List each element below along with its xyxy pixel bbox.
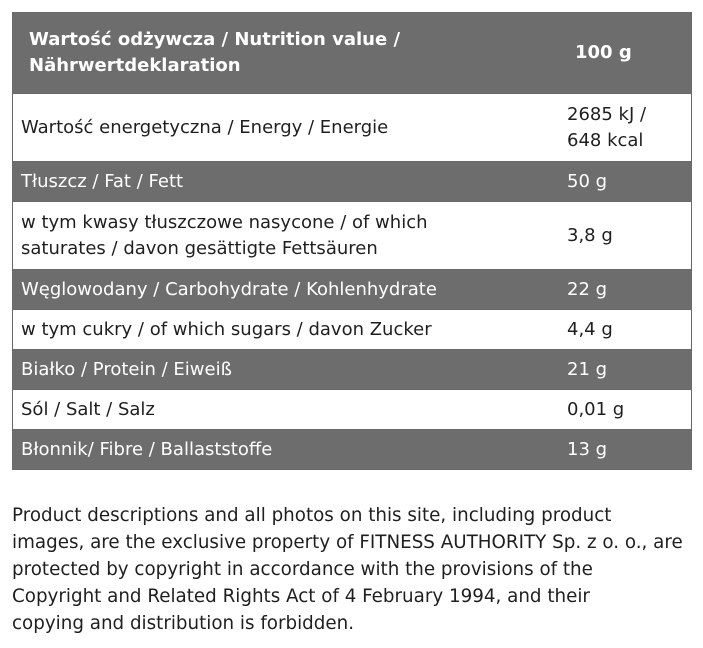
nutrient-label	[13, 115, 553, 141]
copyright-notice	[12, 502, 694, 637]
copyright-line: copying and distribution is forbidden.	[12, 613, 355, 634]
nutrient-value	[553, 102, 691, 154]
nutrient-value-line: 3,8 g	[567, 224, 613, 246]
table-row	[13, 269, 691, 309]
table-row	[13, 389, 691, 429]
copyright-line: Product descriptions and all photos on this site, including product	[12, 505, 612, 526]
header-name-cell	[13, 27, 553, 79]
nutrient-label	[13, 437, 553, 463]
nutrient-label	[13, 210, 553, 262]
table-row	[13, 349, 691, 389]
nutrient-value	[553, 437, 691, 463]
header-name-line: Nährwertdeklaration	[29, 55, 241, 76]
copyright-line: images, are the exclusive property of FITNESS AUTHORITY Sp. z o. o., are	[12, 532, 683, 553]
nutrient-value	[553, 397, 691, 423]
nutrient-value	[553, 317, 691, 343]
nutrient-value	[553, 277, 691, 303]
nutrient-value-line: 0,01 g	[567, 398, 625, 420]
nutrient-label-line: w tym cukry / of which sugars / davon Zucker	[21, 318, 432, 340]
table-header-row	[13, 13, 691, 93]
nutrient-label-line: Węglowodany / Carbohydrate / Kohlenhydrate	[21, 278, 437, 300]
nutrient-label-line: saturates / davon gesättigte Fettsäuren	[21, 237, 378, 259]
table-row	[13, 201, 691, 269]
table-row	[13, 161, 691, 201]
nutrient-label	[13, 317, 553, 343]
nutrient-value-line: 2685 kJ /	[567, 103, 647, 125]
nutrient-value-line: 648 kcal	[567, 129, 644, 151]
nutrient-label	[13, 277, 553, 303]
nutrient-label	[13, 169, 553, 195]
nutrient-label-line: Sól / Salt / Salz	[21, 398, 155, 420]
table-row	[13, 93, 691, 161]
copyright-line: protected by copyright in accordance with the provisions of the	[12, 559, 593, 580]
table-row	[13, 309, 691, 349]
copyright-line: Copyright and Related Rights Act of 4 February 1994, and their	[12, 586, 590, 607]
nutrient-value-line: 50 g	[567, 170, 608, 192]
nutrient-label-line: Błonnik/ Fibre / Ballaststoffe	[21, 438, 273, 460]
nutrient-value	[553, 223, 691, 249]
nutrient-value-line: 4,4 g	[567, 318, 613, 340]
nutrient-label	[13, 397, 553, 423]
table-row	[13, 429, 691, 469]
header-name-line: Wartość odżywcza / Nutrition value /	[29, 29, 401, 50]
nutrient-label-line: Wartość energetyczna / Energy / Energie	[21, 116, 389, 138]
nutrition-table	[12, 12, 692, 470]
nutrient-label-line: w tym kwasy tłuszczowe nasycone / of which	[21, 211, 428, 233]
nutrient-value-line: 22 g	[567, 278, 608, 300]
nutrient-value	[553, 357, 691, 383]
header-amount-cell: 100 g	[575, 42, 632, 63]
nutrient-label-line: Tłuszcz / Fat / Fett	[21, 170, 184, 192]
nutrient-value-line: 21 g	[567, 358, 608, 380]
nutrient-label	[13, 357, 553, 383]
nutrient-value	[553, 169, 691, 195]
nutrient-label-line: Białko / Protein / Eiweiß	[21, 358, 232, 380]
nutrient-value-line: 13 g	[567, 438, 608, 460]
